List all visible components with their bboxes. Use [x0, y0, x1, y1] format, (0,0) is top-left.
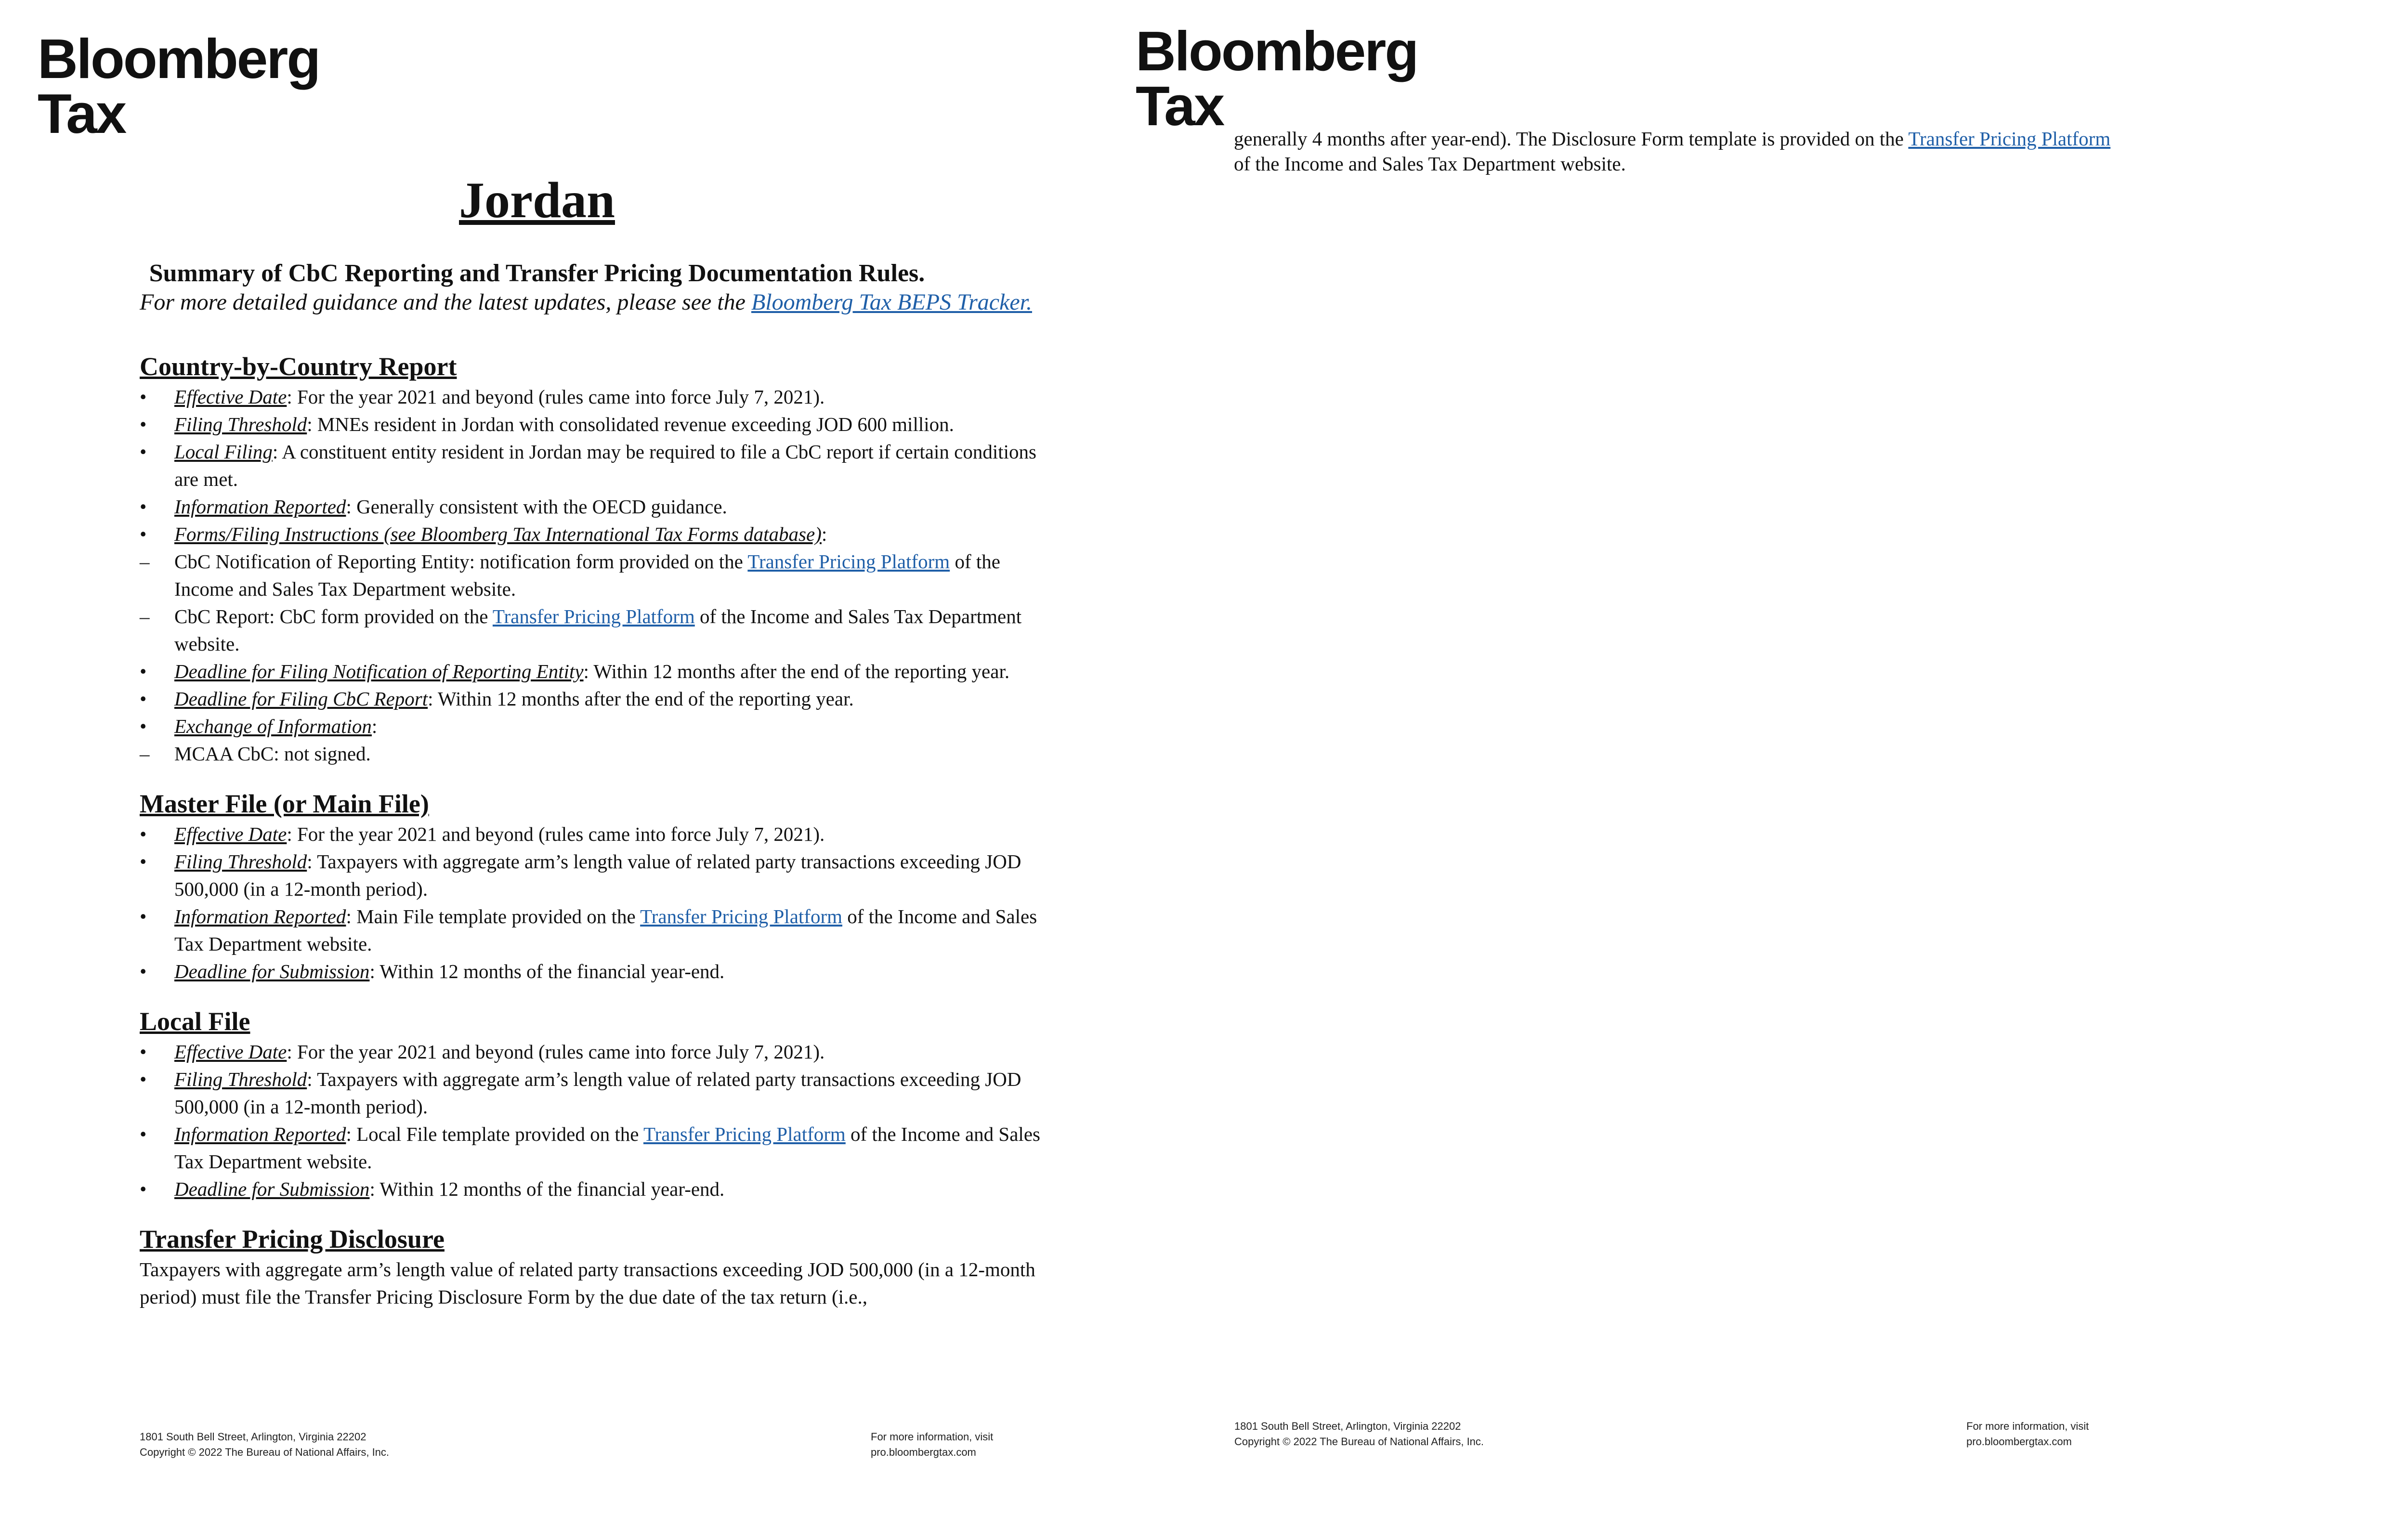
footer-address-block [140, 1429, 389, 1460]
item-text: : Within 12 months of the financial year-end. [369, 1178, 725, 1200]
item-text: : [371, 715, 378, 737]
item-text: : Generally consistent with the OECD guidance. [346, 496, 727, 518]
footer-copyright: Copyright © 2022 The Bureau of National Affairs, Inc. [1234, 1436, 1484, 1448]
item-text: : Taxpayers with aggregate arm’s length value of related party transactions exceeding JOD 500,000 (in a 12-month period). [174, 1068, 1021, 1118]
local-file-section [140, 1006, 1055, 1203]
cbc-filing-threshold [140, 411, 1055, 438]
beps-tracker-link[interactable]: Bloomberg Tax BEPS Tracker. [751, 289, 1033, 315]
item-label: Information Reported [174, 905, 346, 927]
cbc-heading: Country-by-Country Report [140, 352, 457, 381]
item-text: : For the year 2021 and beyond (rules came into force July 7, 2021). [287, 386, 825, 408]
item-label: Information Reported [174, 1123, 346, 1145]
transfer-pricing-platform-link[interactable]: Transfer Pricing Platform [747, 550, 950, 573]
local-filing-threshold [140, 1066, 1055, 1121]
master-filing-threshold [140, 848, 1055, 903]
item-text: : Taxpayers with aggregate arm’s length value of related party transactions exceeding JOD 500,000 (in a 12-month period). [174, 850, 1021, 900]
master-information-reported [140, 903, 1055, 958]
item-text: CbC Report: CbC form provided on the [174, 605, 493, 627]
item-label: Effective Date [174, 823, 287, 845]
page-1 [0, 0, 1092, 1515]
item-text: of the Income and Sales Tax Department website. [174, 1123, 1040, 1173]
cbc-deadline-notification [140, 658, 1055, 685]
item-text: : A constituent entity resident in Jordan may be required to file a CbC report if certain conditions are met. [174, 441, 1036, 490]
item-label: Filing Threshold [174, 413, 307, 435]
footer-info-block [871, 1429, 993, 1460]
footer-site-link[interactable]: pro.bloombergtax.com [871, 1446, 976, 1458]
logo-line-1: Bloomberg [1136, 20, 1418, 82]
disclosure-text: Taxpayers with aggregate arm’s length value of related party transactions exceeding JOD 500,000 (in a 12-month period) must file the Transfer Pricing Disclosure Form by the due date of the tax return (i.e., [140, 1258, 1035, 1308]
logo-line-1: Bloomberg [38, 27, 320, 90]
document-subtitle: Summary of CbC Reporting and Transfer Pricing Documentation Rules. [149, 260, 925, 287]
item-text: : For the year 2021 and beyond (rules came into force July 7, 2021). [287, 1041, 825, 1063]
master-deadline [140, 958, 1055, 985]
footer-address: 1801 South Bell Street, Arlington, Virginia 22202 [1234, 1420, 1461, 1432]
footer-site-link[interactable]: pro.bloombergtax.com [1966, 1436, 2072, 1448]
master-file-heading: Master File (or Main File) [140, 789, 429, 818]
cbc-information-reported [140, 493, 1055, 521]
transfer-pricing-platform-link[interactable]: Transfer Pricing Platform [1908, 128, 2111, 150]
item-text: : Local File template provided on the [346, 1123, 643, 1145]
item-label: Effective Date [174, 386, 287, 408]
cbc-mcaa [140, 740, 1055, 768]
item-label: Forms/Filing Instructions (see Bloomberg Tax International Tax Forms database) [174, 523, 822, 545]
footer-info: For more information, visit [1966, 1420, 2089, 1432]
footer-info-block [1966, 1419, 2089, 1450]
footer-address: 1801 South Bell Street, Arlington, Virginia 22202 [140, 1431, 366, 1443]
logo-line-2: Tax [1136, 74, 1224, 137]
master-file-section [140, 789, 1055, 985]
item-text: : Main File template provided on the [346, 905, 641, 927]
item-text: CbC Notification of Reporting Entity: notification form provided on the [174, 550, 748, 573]
item-label: Deadline for Submission [174, 1178, 370, 1200]
footer-address-block [1234, 1419, 1484, 1450]
cbc-exchange [140, 713, 1055, 740]
transfer-pricing-platform-link[interactable]: Transfer Pricing Platform [643, 1123, 846, 1145]
disclosure-section [140, 1224, 1055, 1311]
item-text: : [821, 523, 827, 545]
item-label: Deadline for Submission [174, 960, 370, 982]
cbc-section [140, 352, 1055, 768]
disclosure-continuation [1234, 126, 2130, 176]
page-title: Jordan [459, 172, 615, 228]
master-effective-date [140, 821, 1055, 848]
item-label: Deadline for Filing Notification of Reporting Entity [174, 660, 584, 682]
cbc-effective-date [140, 383, 1055, 411]
cbc-report-form [140, 603, 1055, 658]
transfer-pricing-platform-link[interactable]: Transfer Pricing Platform [640, 905, 842, 927]
item-label: Effective Date [174, 1041, 287, 1063]
item-text: : Within 12 months after the end of the reporting year. [428, 688, 854, 710]
footer-copyright: Copyright © 2022 The Bureau of National Affairs, Inc. [140, 1446, 390, 1458]
item-text: : MNEs resident in Jordan with consolidated revenue exceeding JOD 600 million. [307, 413, 954, 435]
logo-line-2: Tax [38, 82, 126, 145]
continuation-text: generally 4 months after year-end). The Disclosure Form template is provided on the [1234, 128, 1909, 150]
item-text: of the Income and Sales Tax Department website. [174, 605, 1022, 655]
item-label: Deadline for Filing CbC Report [174, 688, 428, 710]
item-text: : Within 12 months after the end of the reporting year. [583, 660, 1010, 682]
local-deadline [140, 1175, 1055, 1203]
bloomberg-tax-logo [1136, 20, 1418, 137]
item-text: of the Income and Sales Tax Department website. [174, 905, 1037, 955]
item-label: Local Filing [174, 441, 273, 463]
cbc-local-filing [140, 438, 1055, 493]
guidance-text: For more detailed guidance and the latest updates, please see the [140, 289, 751, 315]
item-label: Filing Threshold [174, 1068, 307, 1090]
guidance-note [140, 289, 1055, 315]
item-label: Information Reported [174, 496, 346, 518]
item-label: Exchange of Information [174, 715, 372, 737]
local-file-heading: Local File [140, 1007, 250, 1036]
continuation-text: of the Income and Sales Tax Department website. [1234, 153, 1626, 175]
cbc-notification-form [140, 548, 1055, 603]
transfer-pricing-platform-link[interactable]: Transfer Pricing Platform [492, 605, 695, 627]
local-information-reported [140, 1121, 1055, 1175]
page-2 [1092, 0, 2185, 1515]
bloomberg-tax-logo [38, 27, 320, 145]
cbc-deadline-report [140, 685, 1055, 713]
item-text: : For the year 2021 and beyond (rules came into force July 7, 2021). [287, 823, 825, 845]
item-text: of the Income and Sales Tax Department website. [174, 550, 1000, 600]
item-text: MCAA CbC: not signed. [174, 743, 371, 765]
footer-info: For more information, visit [871, 1431, 994, 1443]
local-effective-date [140, 1038, 1055, 1066]
disclosure-heading: Transfer Pricing Disclosure [140, 1225, 445, 1254]
cbc-forms [140, 521, 1055, 548]
item-text: : Within 12 months of the financial year-end. [369, 960, 725, 982]
item-label: Filing Threshold [174, 850, 307, 873]
